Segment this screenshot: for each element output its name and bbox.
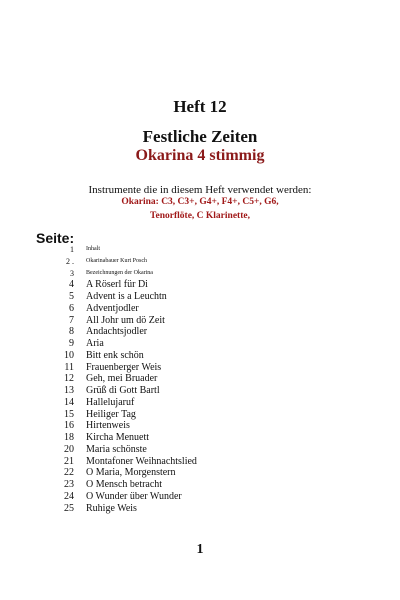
toc-entry-title: Okarinabauer Kurt Posch (86, 257, 147, 264)
toc-entry-title: Hallelujaruf (86, 396, 135, 408)
toc-entry-title: Geh, mei Bruader (86, 373, 158, 385)
toc-entry (58, 279, 318, 291)
toc-entry-title: Bezeichnungen der Okarina (86, 269, 153, 276)
toc-entry-page: 9 (69, 338, 74, 349)
toc-entry (58, 315, 318, 327)
toc-entry-page: 25 (64, 502, 74, 514)
toc-label: Seite: (36, 230, 75, 246)
toc-entry-page: 15 (64, 408, 74, 420)
toc-entry (58, 409, 318, 421)
toc-entry-page: 21 (64, 455, 74, 467)
toc-entry-page: 1 (70, 245, 74, 254)
toc-entry-title: Inhalt (86, 246, 100, 252)
toc-entry (58, 444, 318, 456)
toc-entry-page: 16 (64, 420, 74, 432)
toc-entry (58, 362, 318, 374)
instruments-ocarina-list: Okarina: C3, C3+, G4+, F4+, C5+, G6, (121, 197, 279, 207)
toc-entry-title: Frauenberger Weis (86, 361, 162, 373)
toc-entry-page: 18 (64, 432, 74, 443)
toc-entry-page: 7 (69, 314, 74, 326)
toc-entry-title: Andachtsjodler (86, 326, 148, 338)
toc-entry (58, 244, 318, 256)
toc-entry-title: Kircha Menuett (86, 432, 150, 443)
toc-entry (58, 303, 318, 315)
document-title: Festliche Zeiten (142, 127, 258, 146)
toc-entry-title: Montafoner Weihnachtslied (86, 455, 197, 467)
toc-entry-title: Grüß di Gott Bartl (86, 385, 160, 396)
toc-entry (58, 397, 318, 409)
toc-entry-title: Ruhige Weis (86, 502, 137, 514)
table-of-contents (58, 244, 318, 514)
instruments-heading: Instrumente die in diesem Heft verwendet werden: (88, 184, 312, 196)
toc-entry-page: 10 (64, 349, 74, 361)
toc-entry (58, 456, 318, 468)
toc-entry (58, 432, 318, 444)
toc-entry-page: 3 (70, 268, 74, 278)
toc-entry-page: 24 (64, 490, 74, 502)
toc-entry (58, 326, 318, 338)
toc-entry-page: 4 (69, 279, 74, 291)
toc-entry (58, 491, 318, 503)
toc-entry-page: 14 (64, 396, 74, 408)
toc-entry-title: O Maria, Morgenstern (86, 467, 176, 479)
toc-entry-page: 5 (69, 291, 74, 302)
toc-entry (58, 503, 318, 515)
toc-entry-page: 6 (69, 302, 74, 314)
toc-entry (58, 479, 318, 491)
toc-entry-title: Heiliger Tag (86, 408, 136, 420)
toc-entry-title: Bitt enk schön (86, 349, 144, 361)
toc-entry-page: 8 (69, 326, 74, 338)
toc-entry-page: 22 (64, 467, 74, 479)
document-subtitle: Okarina 4 stimmig (135, 147, 265, 164)
toc-entry-page: 20 (64, 443, 74, 455)
toc-entry-page: 11 (64, 361, 74, 373)
toc-entry (58, 467, 318, 479)
toc-entry (58, 268, 318, 280)
toc-entry-page: 13 (64, 385, 74, 396)
toc-entry-title: Adventjodler (86, 302, 139, 314)
toc-entry-page: 2 . (66, 256, 74, 266)
toc-entry (58, 256, 318, 268)
page-number: 1 (196, 542, 204, 557)
toc-entry-title: Hirtenweis (86, 420, 130, 432)
toc-entry-title: Advent is a Leuchtn (86, 291, 167, 302)
toc-entry (58, 338, 318, 350)
toc-entry (58, 291, 318, 303)
toc-entry-page: 12 (64, 373, 74, 385)
toc-entry (58, 373, 318, 385)
toc-entry (58, 420, 318, 432)
toc-entry-title: A Röserl für Di (86, 279, 148, 291)
toc-entry (58, 385, 318, 397)
toc-entry-title: Aria (86, 338, 104, 349)
toc-entry-title: O Wunder über Wunder (86, 490, 182, 502)
toc-entry-title: Maria schönste (86, 443, 147, 455)
instruments-other-list: Tenorflöte, C Klarinette, (150, 211, 250, 221)
toc-entry-title: O Mensch betracht (86, 479, 163, 490)
toc-entry-page: 23 (64, 479, 74, 490)
toc-entry-title: All Johr um dö Zeit (86, 314, 165, 326)
toc-entry (58, 350, 318, 362)
booklet-number: Heft 12 (173, 97, 227, 116)
